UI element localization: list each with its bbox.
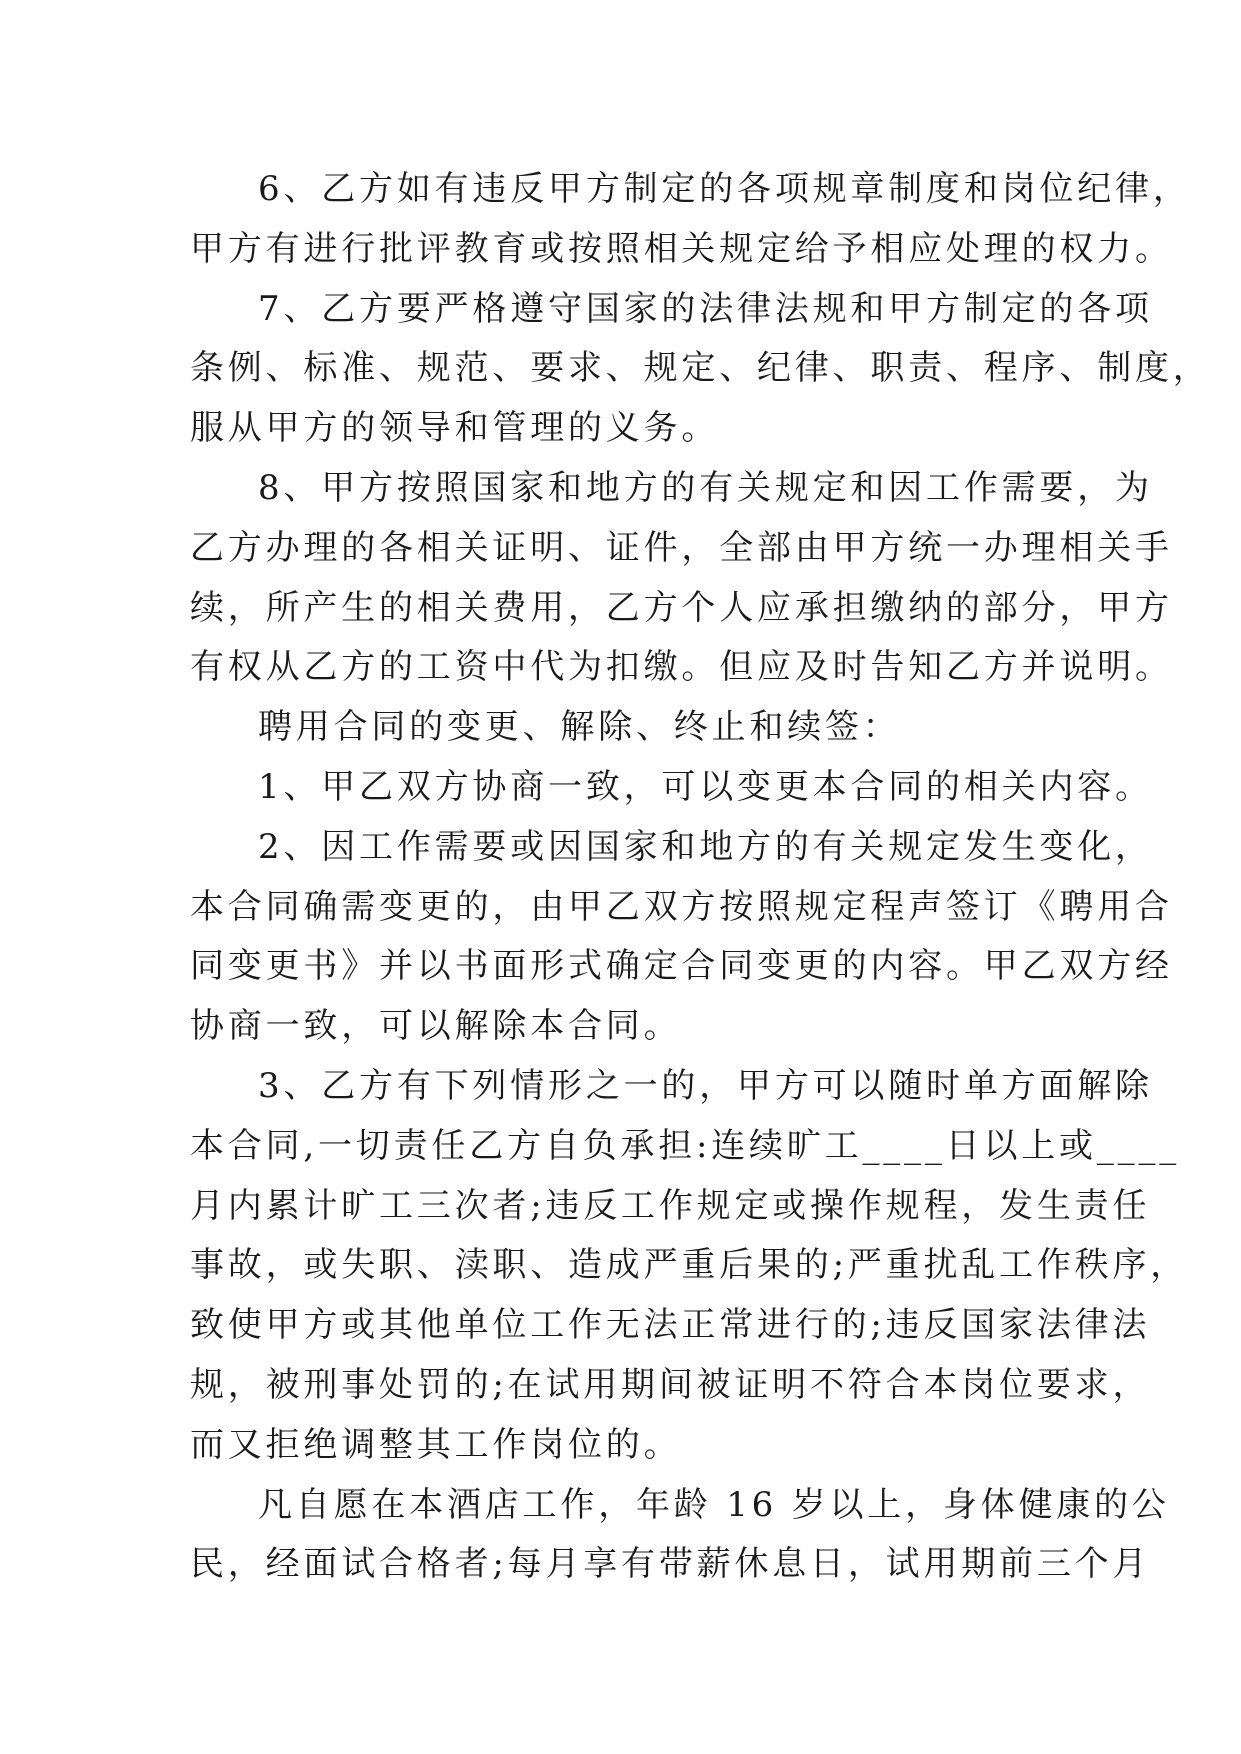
- text-line: 1、甲乙双方协商一致，可以变更本合同的相关内容。: [258, 766, 1153, 807]
- text-line: 事故，或失职、渎职、造成严重后果的;严重扰乱工作秩序，: [190, 1245, 1189, 1286]
- text-line: 6、乙方如有违反甲方制定的各项规章制度和岗位纪律，: [258, 169, 1191, 209]
- text-line: 条例、标准、规范、要求、规定、纪律、职责、程序、制度，: [190, 348, 1211, 389]
- text-line: 乙方办理的各相关证明、证件，全部由甲方统一办理相关手: [190, 527, 1173, 568]
- text-line: 服从甲方的领导和管理的义务。: [190, 408, 720, 449]
- document-body: [190, 160, 1211, 1595]
- text-line: 甲方有进行批评教育或按照相关规定给予相应处理的权力。: [190, 228, 1173, 269]
- text-line: 3、乙方有下列情形之一的，甲方可以随时单方面解除: [258, 1065, 1153, 1106]
- text-line: 规，被刑事处罚的;在试用期间被证明不符合本岗位要求，: [190, 1364, 1151, 1405]
- text-line: 续，所产生的相关费用，乙方个人应承担缴纳的部分，甲方: [190, 587, 1173, 628]
- text-line: 凡自愿在本酒店工作，年龄 16 岁以上，身体健康的公: [258, 1484, 1170, 1525]
- text-line: 致使甲方或其他单位工作无法正常进行的;违反国家法律法: [190, 1305, 1151, 1346]
- section-heading: 聘用合同的变更、解除、终止和续签：: [258, 707, 901, 748]
- text-line: 有权从乙方的工资中代为扣缴。但应及时告知乙方并说明。: [190, 647, 1173, 688]
- text-line: 月内累计旷工三次者;违反工作规定或操作规程，发生责任: [190, 1185, 1151, 1226]
- text-line: 民，经面试合格者;每月享有带薪休息日，试用期前三个月: [190, 1544, 1151, 1585]
- text-line: 协商一致，可以解除本合同。: [190, 1006, 682, 1047]
- text-line: 同变更书》并以书面形式确定合同变更的内容。甲乙双方经: [190, 946, 1173, 987]
- text-line: 本合同,一切责任乙方自负承担:连续旷工____日以上或____: [190, 1125, 1181, 1166]
- text-line: 本合同确需变更的，由甲乙双方按照规定程声签订《聘用合: [190, 886, 1173, 927]
- text-line: 7、乙方要严格遵守国家的法律法规和甲方制定的各项: [258, 288, 1153, 329]
- text-line: 8、甲方按照国家和地方的有关规定和因工作需要，为: [258, 467, 1153, 508]
- text-line: 而又拒绝调整其工作岗位的。: [190, 1424, 682, 1465]
- text-line: 2、因工作需要或因国家和地方的有关规定发生变化，: [258, 826, 1153, 867]
